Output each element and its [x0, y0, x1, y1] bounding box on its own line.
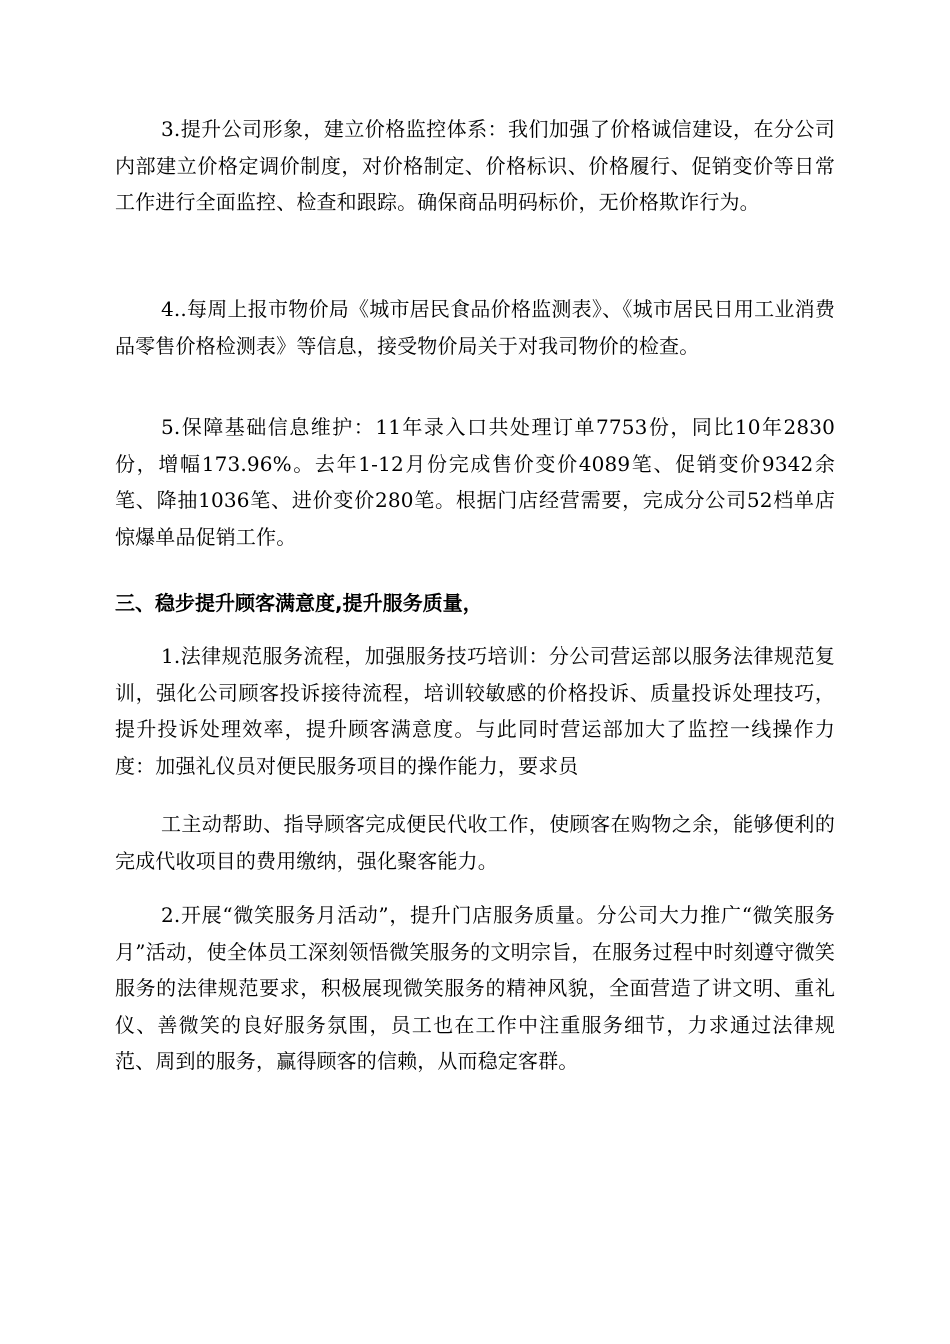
section-heading: 三、稳步提升顾客满意度,提升服务质量， [115, 591, 483, 615]
paragraph-weekly-report: 4..每周上报市物价局《城市居民食品价格监测表》、《城市居民日用工业消费品零售价格检测表》等信息，接受物价局关于对我司物价的检查。 [115, 297, 835, 358]
paragraph-smile-service: 2.开展“微笑服务月活动”，提升门店服务质量。分公司大力推广“微笑服务月”活动，使全体员工深刻领悟微笑服务的文明宗旨，在服务过程中时刻遵守微笑服务的法律规范要求，积极展现微笑服务的精神风貌，全面营造了讲文明、重礼仪、善微笑的良好服务氛围，员工也在工作中注重服务细节，力求通过法律规范、周到的服务，赢得顾客的信赖，从而稳定客群。 [115, 903, 835, 1073]
paragraph-service-process: 1.法律规范服务流程，加强服务技巧培训：分公司营运部以服务法律规范复训，强化公司顾客投诉接待流程，培训较敏感的价格投诉、质量投诉处理技巧，提升投诉处理效率，提升顾客满意度。与此同时营运部加大了监控一线操作力度：加强礼仪员对便民服务项目的操作能力，要求员 [115, 644, 835, 778]
paragraph-service-process-continued: 工主动帮助、指导顾客完成便民代收工作，使顾客在购物之余，能够便利的完成代收项目的费用缴纳，强化聚客能力。 [115, 812, 835, 873]
paragraph-price-monitoring: 3.提升公司形象，建立价格监控体系：我们加强了价格诚信建设，在分公司内部建立价格定调价制度，对价格制定、价格标识、价格履行、促销变价等日常工作进行全面监控、检查和跟踪。确保商品明码标价，无价格欺诈行为。 [115, 117, 835, 214]
paragraph-basic-info-maintenance: 5.保障基础信息维护：11年录入口共处理订单7753份，同比10年2830份，增幅173.96%。去年1-12月份完成售价变价4089笔、促销变价9342余笔、降抽1036笔、进价变价280笔。根据门店经营需要，完成分公司52档单店惊爆单品促销工作。 [115, 415, 835, 549]
